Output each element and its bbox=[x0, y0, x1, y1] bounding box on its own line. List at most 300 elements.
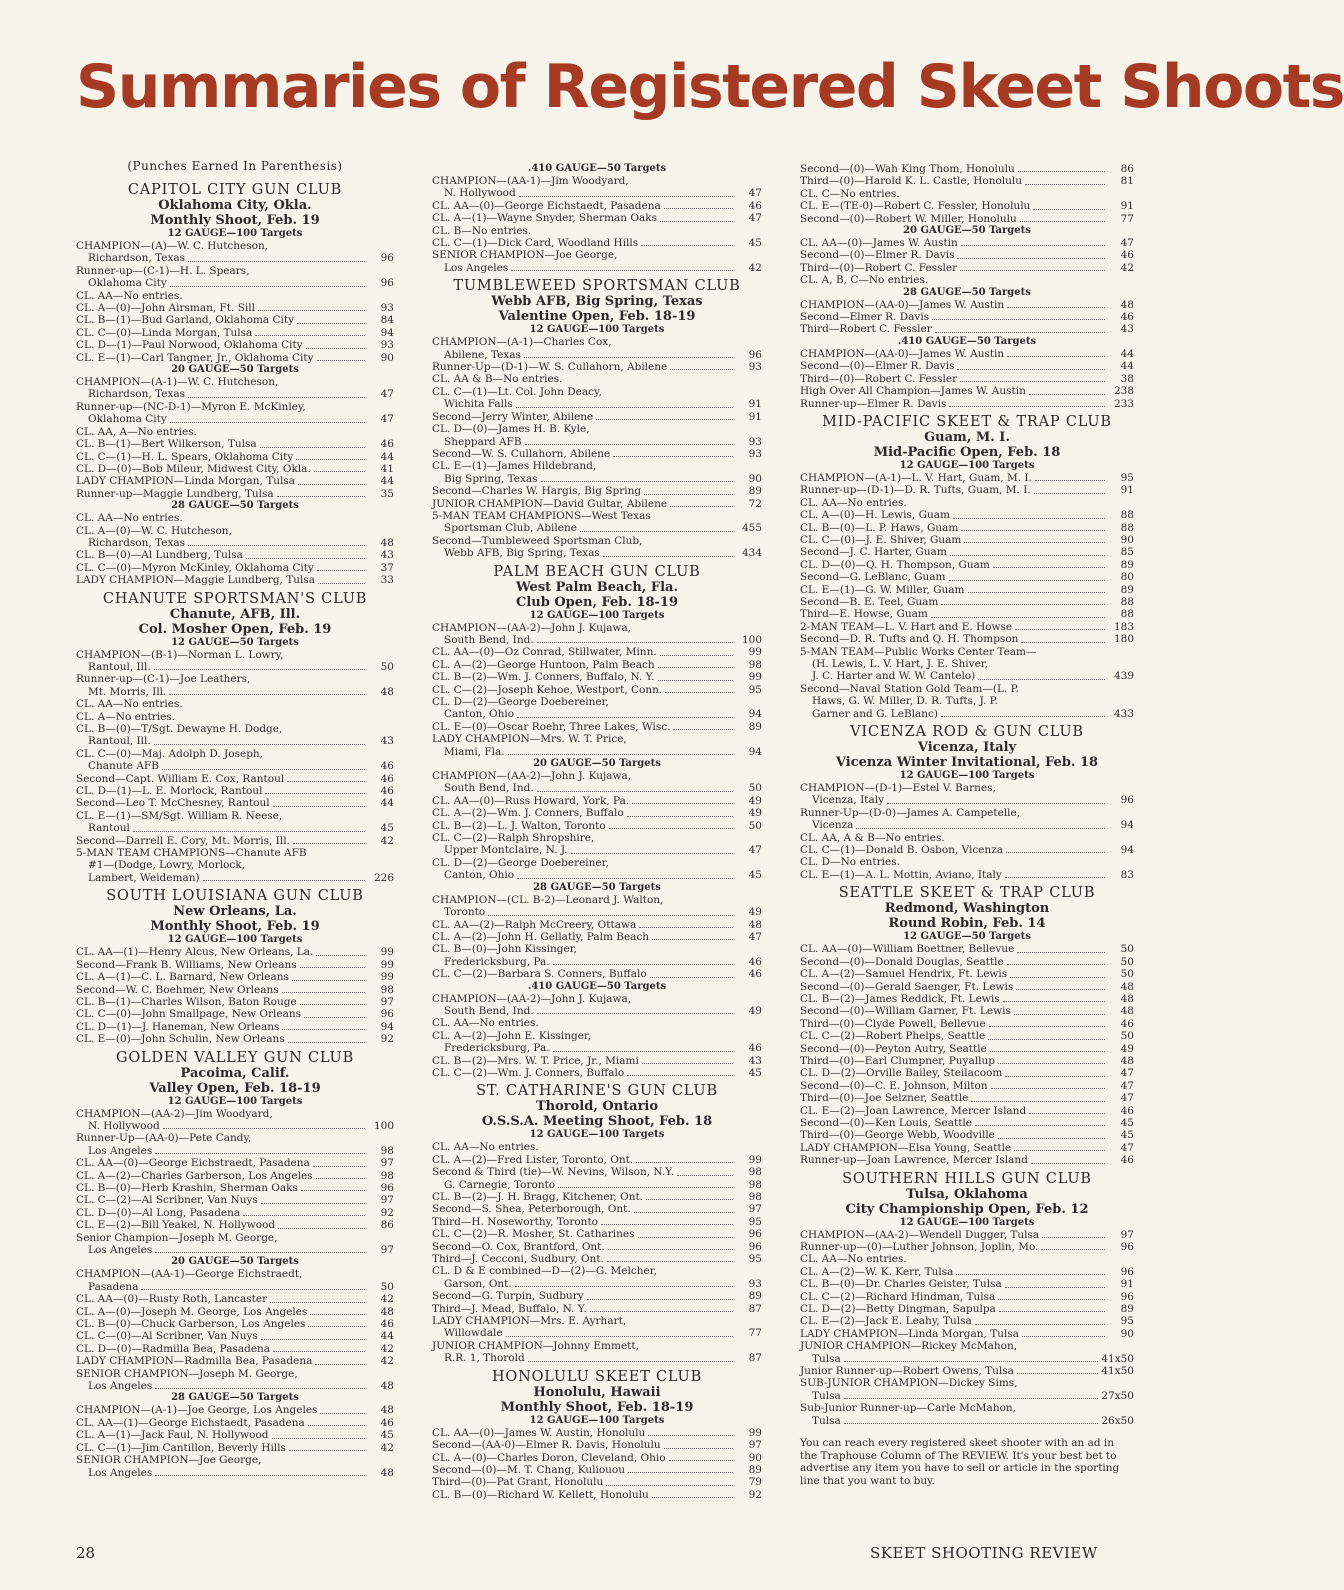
dot-leader bbox=[1017, 1373, 1098, 1374]
result-row bbox=[76, 946, 394, 958]
result-text: Second—(0)—William Garner, Ft. Lewis bbox=[800, 1005, 1011, 1018]
result-text: Vicenza, Italy bbox=[812, 794, 884, 807]
score: 97 bbox=[748, 1439, 762, 1452]
result-text: Second—Leo T. McChesney, Rantoul bbox=[76, 797, 270, 810]
gauge-heading: 20 GAUGE—50 Targets bbox=[903, 225, 1031, 237]
result-row bbox=[432, 1179, 762, 1191]
result-text: CL. C—(2)—R. Mosher, St. Catharines bbox=[432, 1228, 635, 1241]
dot-leader bbox=[844, 1423, 1099, 1424]
result-text: CL. E—(1)—G. W. Miller, Guam bbox=[800, 583, 965, 596]
result-row bbox=[432, 498, 762, 510]
gauge-heading: 12 GAUGE—100 Targets bbox=[899, 770, 1035, 782]
result-row bbox=[76, 327, 394, 339]
result-text: Second—Charles W. Hargis, Big Spring bbox=[432, 485, 642, 498]
dot-leader bbox=[627, 816, 733, 817]
result-text: Second—G. LeBlanc, Guam bbox=[800, 571, 946, 584]
dot-leader bbox=[606, 1485, 733, 1486]
score: 97 bbox=[380, 1194, 394, 1207]
score: 91 bbox=[748, 410, 762, 423]
result-row bbox=[76, 1033, 394, 1045]
result-row bbox=[800, 237, 1134, 249]
dot-leader bbox=[660, 221, 733, 222]
result-line: SENIOR CHAMPION—Joe George, bbox=[432, 249, 618, 262]
dot-leader bbox=[517, 717, 733, 718]
result-text: CL. AA—(0)—George Eichstraedt, Pasadena bbox=[76, 1157, 310, 1170]
result-text: LADY CHAMPION—Maggie Lundberg, Tulsa bbox=[76, 574, 315, 587]
score: 50 bbox=[1120, 943, 1134, 956]
result-text: CL. A—(1)—Jack Faul, N. Hollywood bbox=[76, 1429, 269, 1442]
score: 49 bbox=[748, 807, 762, 820]
dot-leader bbox=[999, 1311, 1105, 1312]
dot-leader bbox=[300, 967, 365, 968]
result-row bbox=[76, 1145, 394, 1157]
score: 87 bbox=[748, 1302, 762, 1315]
score: 93 bbox=[748, 447, 762, 460]
result-line: Runner-Up—(AA-0)—Pete Candy, bbox=[76, 1132, 252, 1145]
dot-leader bbox=[170, 286, 365, 287]
result-text: South Bend, Ind. bbox=[444, 782, 534, 795]
result-row bbox=[432, 1191, 762, 1203]
dot-leader bbox=[639, 927, 733, 928]
score: 46 bbox=[1120, 249, 1134, 262]
result-text: Runner-up—Elmer R. Davis bbox=[800, 397, 947, 410]
score: 433 bbox=[1113, 707, 1134, 720]
club-name: CHANUTE SPORTSMAN'S CLUB bbox=[102, 590, 368, 607]
result-row bbox=[76, 562, 394, 574]
result-text: CHAMPION—(A-1)—Joe George, Los Angeles bbox=[76, 1404, 318, 1417]
result-row bbox=[800, 1291, 1134, 1303]
score: 238 bbox=[1113, 385, 1134, 398]
result-row bbox=[800, 360, 1134, 372]
score: 46 bbox=[380, 785, 394, 798]
dot-leader bbox=[155, 1153, 365, 1154]
result-row bbox=[800, 633, 1134, 645]
dot-leader bbox=[960, 270, 1105, 271]
score: 42 bbox=[748, 261, 762, 274]
dot-leader bbox=[932, 319, 1105, 320]
dot-leader bbox=[931, 617, 1105, 618]
result-row bbox=[800, 1129, 1134, 1141]
result-text: Second—(0)—Ken Louis, Seattle bbox=[800, 1116, 972, 1129]
score: 94 bbox=[1120, 819, 1134, 832]
result-row bbox=[76, 302, 394, 314]
dot-leader bbox=[941, 604, 1105, 605]
dot-leader bbox=[304, 1017, 365, 1018]
result-row bbox=[76, 773, 394, 785]
dot-leader bbox=[1022, 1336, 1105, 1337]
dot-leader bbox=[1015, 629, 1105, 630]
score: 42 bbox=[380, 1441, 394, 1454]
score: 35 bbox=[380, 487, 394, 500]
club-name: PALM BEACH GUN CLUB bbox=[493, 563, 701, 580]
dot-leader bbox=[316, 955, 365, 956]
result-line: CL. AA—No entries. bbox=[800, 1253, 907, 1266]
result-row bbox=[76, 1417, 394, 1429]
dot-leader bbox=[956, 1274, 1105, 1275]
result-row bbox=[432, 1278, 762, 1290]
result-text: CL. AA—(1)—George Eichstaedt, Pasadena bbox=[76, 1416, 305, 1429]
dot-leader bbox=[282, 1029, 365, 1030]
result-row bbox=[76, 872, 394, 884]
result-text: Third—J. Cecconi, Sudbury, Ont. bbox=[432, 1253, 604, 1266]
dot-leader bbox=[272, 1438, 366, 1439]
result-row bbox=[76, 352, 394, 364]
result-row bbox=[800, 596, 1134, 608]
result-row bbox=[76, 314, 394, 326]
score: 41x50 bbox=[1101, 1352, 1134, 1365]
score: 46 bbox=[748, 1042, 762, 1055]
result-row bbox=[800, 993, 1134, 1005]
dot-leader bbox=[964, 542, 1105, 543]
club-location: New Orleans, La. bbox=[173, 904, 297, 920]
result-row bbox=[76, 1380, 394, 1392]
result-line: CL. C—(1)—Lt. Col. John Deacy, bbox=[432, 385, 602, 398]
result-row bbox=[432, 684, 762, 696]
result-row bbox=[432, 448, 762, 460]
result-row bbox=[432, 1476, 762, 1488]
result-line: 5-MAN TEAM CHAMPIONS—West Texas bbox=[432, 509, 651, 522]
score: 89 bbox=[1120, 1303, 1134, 1316]
result-line: Runner-up—(C-1)—Joe Leathers, bbox=[76, 673, 251, 686]
dot-leader bbox=[169, 694, 365, 695]
result-row bbox=[800, 1117, 1134, 1129]
result-text: Chanute AFB bbox=[88, 760, 159, 773]
score: 48 bbox=[1120, 980, 1134, 993]
dot-leader bbox=[1007, 964, 1105, 965]
result-row bbox=[76, 797, 394, 809]
dot-leader bbox=[648, 1435, 733, 1436]
result-row bbox=[800, 794, 1134, 806]
result-line: CHAMPION—(AA-2)—John J. Kujawa, bbox=[432, 992, 632, 1005]
result-row bbox=[432, 1228, 762, 1240]
result-line: CL. B—(0)—T/Sgt. Dewayne H. Dodge, bbox=[76, 723, 283, 735]
score: 98 bbox=[380, 983, 394, 996]
result-row bbox=[76, 413, 394, 425]
score: 42 bbox=[380, 834, 394, 847]
dot-leader bbox=[998, 1063, 1105, 1064]
result-text: CL. E—(0)—Oscar Roehr, Three Lakes, Wisc. bbox=[432, 720, 671, 733]
result-line: CL. B—No entries. bbox=[432, 224, 532, 237]
dot-leader bbox=[1014, 1150, 1105, 1151]
result-text: Los Angeles bbox=[444, 261, 509, 274]
result-row bbox=[800, 398, 1134, 410]
dot-leader bbox=[297, 323, 365, 324]
result-line: JUNIOR CHAMPION—Johnny Emmett, bbox=[432, 1339, 639, 1352]
dot-leader bbox=[641, 245, 733, 246]
dot-leader bbox=[1017, 952, 1105, 953]
dot-leader bbox=[957, 258, 1105, 259]
score: 42 bbox=[380, 1355, 394, 1368]
result-line: CL. B—(0)—John Kissinger, bbox=[432, 943, 577, 956]
result-text: CL. AA—(0)—James W. Austin, Honolulu bbox=[432, 1426, 646, 1439]
result-line: CL. AA—No entries. bbox=[76, 289, 183, 302]
result-row bbox=[432, 659, 762, 671]
result-text: Rantoul bbox=[88, 822, 130, 835]
score: 41x50 bbox=[1101, 1365, 1134, 1378]
event-name: Monthly Shoot, Feb. 19 bbox=[150, 213, 320, 228]
result-text: CL. B—(0)—Herb Krashin, Sherman Oaks bbox=[76, 1181, 298, 1194]
result-row bbox=[800, 1142, 1134, 1154]
club-name: TUMBLEWEED SPORTSMAN CLUB bbox=[453, 278, 741, 295]
result-text: Garson, Ont. bbox=[444, 1277, 512, 1290]
score: 86 bbox=[1120, 163, 1134, 175]
score: 42 bbox=[380, 1293, 394, 1306]
result-line: CHAMPION—(A-1)—Charles Cox, bbox=[432, 336, 612, 349]
dot-leader bbox=[277, 496, 365, 497]
score: 99 bbox=[380, 971, 394, 984]
score: 97 bbox=[380, 1244, 394, 1256]
result-row bbox=[800, 1353, 1134, 1365]
dot-leader bbox=[658, 667, 733, 668]
dot-leader bbox=[1031, 1163, 1105, 1164]
score: 33 bbox=[380, 574, 394, 587]
result-row bbox=[76, 1008, 394, 1020]
score: 100 bbox=[741, 633, 762, 646]
dot-leader bbox=[133, 831, 365, 832]
result-text: Third—(0)—Robert C. Fessler bbox=[800, 261, 958, 274]
score: 50 bbox=[380, 1280, 394, 1293]
dot-leader bbox=[320, 1413, 365, 1414]
dot-leader bbox=[998, 1299, 1105, 1300]
dot-leader bbox=[991, 1088, 1105, 1089]
page-number: 28 bbox=[76, 1544, 96, 1562]
result-text: CL. D—(0)—Bob Mileur, Midwest City, Okla. bbox=[76, 462, 311, 475]
result-line: CL. AA—No entries. bbox=[76, 698, 183, 711]
result-row bbox=[76, 959, 394, 971]
result-text: Tulsa bbox=[812, 1414, 841, 1427]
result-text: CL. C—(2)—Wm. J. Conners, Buffalo bbox=[432, 1066, 625, 1079]
result-row bbox=[432, 1452, 762, 1464]
dot-leader bbox=[258, 310, 365, 311]
result-line: CL. A—No entries. bbox=[76, 710, 176, 723]
result-row bbox=[76, 488, 394, 500]
result-row bbox=[800, 1092, 1134, 1104]
result-line: SENIOR CHAMPION—Joe George, bbox=[76, 1454, 262, 1467]
score: 93 bbox=[748, 1277, 762, 1290]
gauge-heading: 20 GAUGE—50 Targets bbox=[171, 1256, 299, 1268]
result-row bbox=[76, 1244, 394, 1256]
dot-leader bbox=[1007, 307, 1105, 308]
club-name: HONOLULU SKEET CLUB bbox=[491, 1368, 703, 1385]
gauge-heading: 28 GAUGE—50 Targets bbox=[171, 500, 299, 512]
dot-leader bbox=[571, 853, 733, 854]
result-line: Runner-up—(NC-D-1)—Myron E. McKinley, bbox=[76, 400, 306, 413]
result-text: CL. E—(0)—John Schulin, New Orleans bbox=[76, 1033, 285, 1046]
result-row bbox=[432, 1427, 762, 1439]
result-line: Runner-up—(C-1)—H. L. Spears, bbox=[76, 264, 250, 277]
result-row bbox=[800, 1390, 1134, 1402]
dot-leader bbox=[636, 1162, 733, 1163]
score: 96 bbox=[1120, 1290, 1134, 1303]
result-row bbox=[432, 522, 762, 534]
gauge-heading: 12 GAUGE—100 Targets bbox=[167, 934, 303, 946]
dot-leader bbox=[314, 471, 365, 472]
result-line: CL. AA—No entries. bbox=[800, 496, 907, 509]
score: 95 bbox=[748, 1215, 762, 1228]
result-text: J. C. Harter and W. W. Cantelo) bbox=[812, 670, 976, 683]
event-name: O.S.S.A. Meeting Shoot, Feb. 18 bbox=[481, 1114, 713, 1130]
dot-leader bbox=[652, 939, 733, 940]
result-row bbox=[800, 1266, 1134, 1278]
result-line: CL. AA, A & B—No entries. bbox=[800, 831, 945, 844]
dot-leader bbox=[170, 422, 365, 423]
dot-leader bbox=[300, 1004, 365, 1005]
score: 45 bbox=[748, 237, 762, 250]
result-line: CHAMPION—(AA-1)—Jim Woodyard, bbox=[432, 175, 629, 187]
result-text: Canton, Ohio bbox=[444, 869, 515, 882]
result-row bbox=[76, 1404, 394, 1416]
result-text: CL. C—(0)—Al Scribner, Van Nuys bbox=[76, 1330, 258, 1343]
gauge-heading: 12 GAUGE—100 Targets bbox=[899, 1216, 1035, 1228]
result-text: Fredericksburg, Pa. bbox=[444, 955, 550, 968]
result-text: CHAMPION—(AA-2)—Wendell Dugger, Tulsa bbox=[800, 1228, 1040, 1241]
dot-leader bbox=[265, 793, 365, 794]
dot-leader bbox=[288, 1042, 365, 1043]
result-text: CL. A—(1)—Wayne Snyder, Sherman Oaks bbox=[432, 212, 658, 225]
score: 94 bbox=[1120, 844, 1134, 857]
event-name: Club Open, Feb. 18-19 bbox=[515, 594, 679, 610]
score: 46 bbox=[748, 968, 762, 981]
result-line: CHAMPION—(A-1)—W. C. Hutcheson, bbox=[76, 376, 279, 389]
score: 99 bbox=[748, 1426, 762, 1439]
result-row bbox=[800, 1229, 1134, 1241]
dot-leader bbox=[310, 1314, 365, 1315]
result-text: CL. E—(2)—Bill Yeakel, N. Hollywood bbox=[76, 1219, 276, 1232]
score: 44 bbox=[380, 450, 394, 463]
result-text: CL. AA—(1)—Henry Alcus, New Orleans, La. bbox=[76, 946, 314, 959]
result-line: #1—(Dodge, Lowry, Morlock, bbox=[88, 859, 246, 872]
dot-leader bbox=[141, 1289, 365, 1290]
result-row bbox=[432, 212, 762, 224]
result-text: Runner-up—(D-1)—D. R. Tufts, Guam, M. I. bbox=[800, 484, 1031, 497]
dot-leader bbox=[670, 506, 733, 507]
score: 93 bbox=[748, 361, 762, 374]
result-text: CL. C—(0)—John Smallpage, New Orleans bbox=[76, 1008, 302, 1021]
result-line: Senior Champion—Joseph M. George, bbox=[76, 1231, 278, 1244]
score: 96 bbox=[748, 348, 762, 361]
result-row bbox=[76, 735, 394, 747]
dot-leader bbox=[154, 744, 365, 745]
result-text: CL. B—(0)—Chuck Garberson, Los Angeles bbox=[76, 1318, 306, 1331]
gauge-heading: 12 GAUGE—100 Targets bbox=[529, 609, 665, 621]
score: 48 bbox=[380, 1380, 394, 1393]
result-row bbox=[800, 584, 1134, 596]
dot-leader bbox=[665, 692, 733, 693]
gauge-heading: 12 GAUGE—100 Targets bbox=[529, 1414, 665, 1426]
result-line: CL. AA—No entries. bbox=[76, 512, 183, 525]
score: 45 bbox=[380, 1429, 394, 1442]
result-text: CL. D—(1)—Paul Norwood, Oklahoma City bbox=[76, 339, 303, 352]
club-name: VICENZA ROD & GUN CLUB bbox=[850, 724, 1084, 741]
score: 50 bbox=[1120, 955, 1134, 968]
dot-leader bbox=[1020, 221, 1105, 222]
result-row bbox=[76, 661, 394, 673]
score: 80 bbox=[1120, 571, 1134, 584]
result-text: CL. A—(0)—Joseph M. George, Los Angeles bbox=[76, 1305, 308, 1318]
result-text: Second—Frank B. Williams, New Orleans bbox=[76, 958, 297, 971]
score: 44 bbox=[380, 797, 394, 810]
result-row bbox=[76, 339, 394, 351]
score: 89 bbox=[1120, 583, 1134, 596]
score: 93 bbox=[380, 302, 394, 315]
result-text: Third—(0)—Robert C. Fessler bbox=[800, 372, 958, 385]
result-row bbox=[800, 844, 1134, 856]
result-row bbox=[76, 971, 394, 983]
score: 99 bbox=[380, 958, 394, 971]
score: 50 bbox=[1120, 968, 1134, 981]
dot-leader bbox=[163, 1128, 365, 1129]
result-line: CL. AA—No entries. bbox=[432, 1017, 539, 1030]
dot-leader bbox=[660, 655, 733, 656]
result-row bbox=[76, 549, 394, 561]
result-line: CL. AA, A—No entries. bbox=[76, 425, 197, 438]
club-name: ST. CATHARINE'S GUN CLUB bbox=[476, 1083, 718, 1100]
score: 48 bbox=[380, 685, 394, 698]
dot-leader bbox=[188, 397, 365, 398]
result-text: CL. A—(1)—C. L. Barnard, New Orleans bbox=[76, 971, 289, 984]
dot-leader bbox=[154, 669, 365, 670]
result-row bbox=[432, 919, 762, 931]
club-location: Tulsa, Oklahoma bbox=[906, 1186, 1028, 1202]
result-text: Rantoul, Ill. bbox=[88, 660, 151, 673]
result-text: Big Spring, Texas bbox=[444, 472, 538, 485]
score: 47 bbox=[748, 844, 762, 857]
score: 38 bbox=[1120, 372, 1134, 385]
score: 96 bbox=[1120, 794, 1134, 807]
dot-leader bbox=[627, 1075, 733, 1076]
dot-leader bbox=[961, 245, 1105, 246]
dot-leader bbox=[528, 1361, 733, 1362]
dot-leader bbox=[515, 1286, 733, 1287]
club-location: Honolulu, Hawaii bbox=[533, 1384, 661, 1400]
dot-leader bbox=[188, 545, 365, 546]
result-row bbox=[432, 746, 762, 758]
result-text: CL. D—(0)—Al Long, Pasadena bbox=[76, 1206, 241, 1219]
result-line: CHAMPION—(AA-2)—John J. Kujawa, bbox=[432, 621, 632, 634]
result-row bbox=[432, 646, 762, 658]
dot-leader bbox=[1021, 642, 1105, 643]
score: 50 bbox=[748, 819, 762, 832]
score: 96 bbox=[1120, 1241, 1134, 1253]
result-row bbox=[432, 1005, 762, 1017]
result-text: 2-MAN TEAM—L. V. Hart and E. Howse bbox=[800, 620, 1013, 633]
dot-leader bbox=[282, 992, 365, 993]
dot-leader bbox=[558, 1187, 733, 1188]
result-row bbox=[800, 1043, 1134, 1055]
score: 81 bbox=[1120, 175, 1134, 188]
dot-leader bbox=[524, 357, 733, 358]
score: 85 bbox=[1120, 546, 1134, 559]
result-text: CL. A—(0)—H. Lewis, Guam bbox=[800, 509, 950, 522]
result-text: Los Angeles bbox=[88, 1244, 153, 1256]
score: 48 bbox=[1120, 992, 1134, 1005]
result-row bbox=[432, 1042, 762, 1054]
advertising-note: You can reach every registered skeet shooter with an ad in the Traphouse Column of The REVIEW. It's your best bet to advertise any item you have to sell or article in the sporting line that you want to buy. bbox=[800, 1437, 1120, 1487]
dot-leader bbox=[255, 335, 365, 336]
result-row bbox=[432, 1327, 762, 1339]
dot-leader bbox=[296, 459, 365, 460]
dot-leader bbox=[601, 1224, 733, 1225]
result-row bbox=[800, 534, 1134, 546]
score: 47 bbox=[1120, 1079, 1134, 1092]
score: 93 bbox=[380, 339, 394, 352]
result-text: N. Hollywood bbox=[444, 187, 516, 200]
result-row bbox=[432, 1166, 762, 1178]
dot-leader bbox=[261, 1203, 365, 1204]
dot-leader bbox=[525, 444, 733, 445]
result-row bbox=[432, 1067, 762, 1079]
result-text: CL. E—(2)—Jack E. Leahy, Tulsa bbox=[800, 1315, 972, 1328]
